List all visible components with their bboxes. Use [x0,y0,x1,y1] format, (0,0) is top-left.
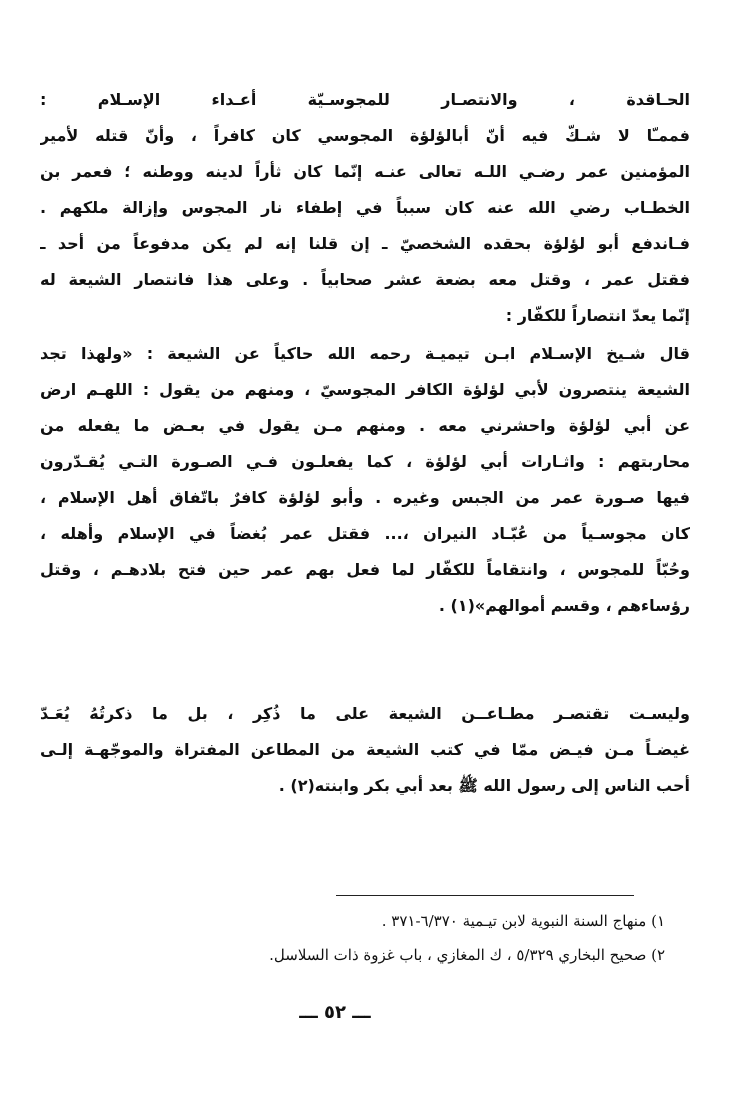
text-line: محاربتهم : واثـارات أبي لؤلؤة ، كما يفعلـون فـي الصـورة التـي يُقـدّرون [40,452,690,471]
footnote-2: ٢) صحيح البخاري ٥/٣٢٩ ، ك المغازي ، باب غزوة ذات السلاسل. [269,946,665,964]
text-line: الشيعة ينتصرون لأبي لؤلؤة الكافر المجوسيّ ، ومنهم من يقول : اللهـم ارض [40,380,690,399]
paragraph-1 [40,82,690,334]
text-line: عن أبي لؤلؤة واحشرني معه . ومنهم مـن يقول في بعـض ما يفعله من [40,416,690,435]
text-line: فقتل عمر ، وقتل معه بضعة عشر صحابياً . وعلى هذا فانتصار الشيعة له [40,270,690,289]
text-line: وحُبّاً للمجوس ، وانتقاماً للكفّار لما فعل بهم عمر حين فتح بلادهـم ، وقتل [40,560,690,579]
text-line: أحب الناس إلى رسول الله ﷺ بعد أبي بكر وابنته(٢) . [278,776,690,795]
text-line: فممـّا لا شـكّ فيه أنّ أبالؤلؤة المجوسي كان كافراً ، وأنّ قتله لأمير [40,126,690,145]
text-line: فيها صـورة عمر من الجبس وغيره . وأبو لؤلؤة كافرٌ باتّفاق أهل الإسلام ، [40,488,690,507]
footnotes [40,904,665,972]
footnote-1: ١) منهاج السنة النبوية لابن تيـمية ٦/٣٧٠-٣٧١ . [381,912,665,930]
text-line: فـاندفع أبو لؤلؤة بحقده الشخصيّ ـ إن قلنا إنه لم يكن مدفوعاً من أحد ـ [40,234,690,253]
text-line: المؤمنين عمر رضـي اللـه تعالى عنـه إنّما كان ثأراً لدينه ووطنه ؛ فعمر بن [40,162,690,181]
paragraph-2 [40,336,690,624]
text-line: وليسـت تقتصـر مطـاعــن الشيعة على ما ذُكِر ، بل ما ذكرتُهُ يُعَـدّ [40,704,690,723]
text-line: رؤساءهم ، وقسم أموالهم»(١) . [438,596,690,615]
text-line: الحـاقدة ، والانتصـار للمجوسـيّة أعـداء الإسـلام : [40,90,690,109]
text-line: كان مجوسـياً من عُبّـاد النيران ،... فقتل عمر بُغضاً في الإسلام وأهله ، [40,524,690,543]
text-line: غيضـاً مـن فيـض ممّا في كتب الشيعة من المطاعن المفتراة والموجّهـة إلـى [40,740,690,759]
page-number: ـــ ٥٢ ـــ [299,1002,371,1023]
paragraph-3 [40,696,690,804]
text-line: قال شـيخ الإسـلام ابـن تيميـة رحمه الله حاكياً عن الشيعة : «ولهذا تجد [40,344,690,363]
text-line: الخطـاب رضي الله عنه كان سبباً في إطفاء نار المجوس وإزالة ملكهم . [40,198,690,217]
footnote-divider [336,895,634,896]
text-line: إنّما يعدّ انتصاراً للكفّار : [505,306,690,325]
